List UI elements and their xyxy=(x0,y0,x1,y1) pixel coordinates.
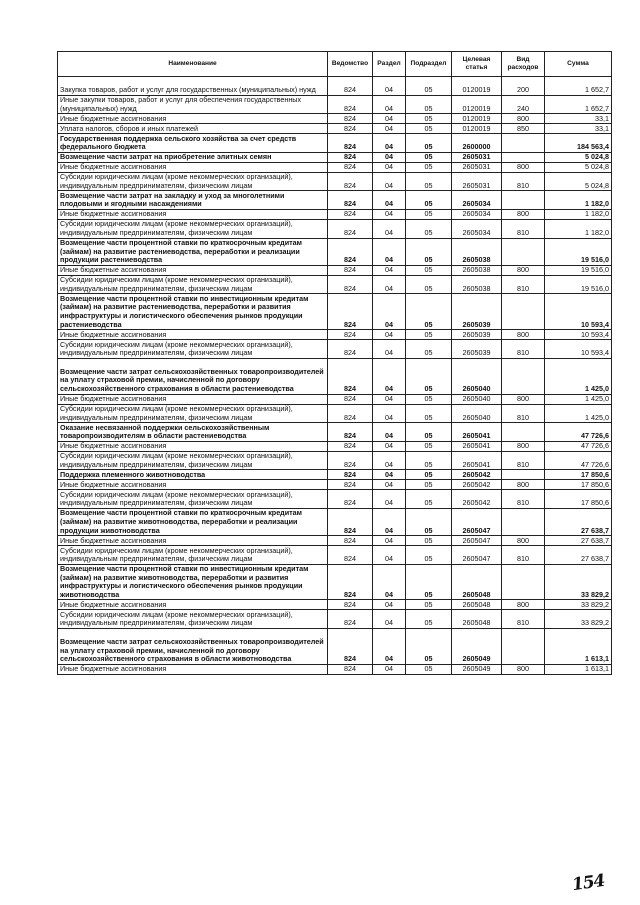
cell-subsection: 05 xyxy=(406,480,452,490)
table-row xyxy=(58,294,612,330)
cell-expense-type xyxy=(502,152,545,162)
cell-expense-type: 800 xyxy=(502,394,545,404)
cell-expense-type: 810 xyxy=(502,451,545,470)
cell-subsection: 05 xyxy=(406,191,452,210)
cell-name: Иные бюджетные ассигнования xyxy=(58,394,328,404)
table-row xyxy=(58,124,612,134)
cell-name: Возмещение части затрат на закладку и уход за многолетними плодовыми и ягодными насаждениями xyxy=(58,191,328,210)
cell-expense-type: 800 xyxy=(502,114,545,124)
cell-subsection: 05 xyxy=(406,664,452,674)
cell-subsection: 05 xyxy=(406,265,452,275)
cell-amount: 10 593,4 xyxy=(545,294,612,330)
cell-department: 824 xyxy=(328,508,373,535)
cell-section: 04 xyxy=(373,664,406,674)
cell-section: 04 xyxy=(373,265,406,275)
budget-table xyxy=(57,51,612,675)
cell-target-item: 2605034 xyxy=(452,219,502,238)
table-row xyxy=(58,330,612,340)
cell-subsection: 05 xyxy=(406,490,452,509)
cell-target-item: 2605031 xyxy=(452,152,502,162)
cell-expense-type: 810 xyxy=(502,340,545,359)
cell-amount: 1 182,0 xyxy=(545,219,612,238)
table-row xyxy=(58,219,612,238)
cell-department: 824 xyxy=(328,441,373,451)
cell-department: 824 xyxy=(328,664,373,674)
cell-amount: 17 850,6 xyxy=(545,490,612,509)
cell-target-item: 2605047 xyxy=(452,508,502,535)
cell-department: 824 xyxy=(328,358,373,394)
table-row xyxy=(58,77,612,96)
table-row xyxy=(58,394,612,404)
cell-department: 824 xyxy=(328,134,373,153)
cell-subsection: 05 xyxy=(406,394,452,404)
cell-name: Иные бюджетные ассигнования xyxy=(58,209,328,219)
cell-target-item: 2605042 xyxy=(452,470,502,480)
cell-section: 04 xyxy=(373,404,406,423)
cell-amount: 19 516,0 xyxy=(545,238,612,265)
cell-department: 824 xyxy=(328,330,373,340)
cell-target-item: 2605049 xyxy=(452,664,502,674)
cell-subsection: 05 xyxy=(406,564,452,600)
cell-subsection: 05 xyxy=(406,340,452,359)
cell-amount: 1 425,0 xyxy=(545,358,612,394)
cell-subsection: 05 xyxy=(406,546,452,565)
table-body xyxy=(58,77,612,675)
cell-expense-type xyxy=(502,134,545,153)
cell-section: 04 xyxy=(373,564,406,600)
table-row xyxy=(58,423,612,442)
cell-amount: 19 516,0 xyxy=(545,265,612,275)
cell-amount: 1 652,7 xyxy=(545,95,612,114)
cell-expense-type: 810 xyxy=(502,275,545,294)
cell-section: 04 xyxy=(373,394,406,404)
cell-subsection: 05 xyxy=(406,600,452,610)
header-department: Ведомство xyxy=(328,52,373,77)
cell-section: 04 xyxy=(373,219,406,238)
cell-name: Иные бюджетные ассигнования xyxy=(58,600,328,610)
cell-expense-type: 810 xyxy=(502,172,545,191)
cell-amount: 10 593,4 xyxy=(545,330,612,340)
cell-amount: 19 516,0 xyxy=(545,275,612,294)
header-amount: Сумма xyxy=(545,52,612,77)
cell-subsection: 05 xyxy=(406,423,452,442)
table-row xyxy=(58,209,612,219)
cell-subsection: 05 xyxy=(406,470,452,480)
cell-name: Субсидии юридическим лицам (кроме некоммерческих организаций), индивидуальным предпринимателям, физическим лицам xyxy=(58,546,328,565)
cell-name: Субсидии юридическим лицам (кроме некоммерческих организаций), индивидуальным предпринимателям, физическим лицам xyxy=(58,610,328,629)
cell-name: Иные бюджетные ассигнования xyxy=(58,114,328,124)
table-row xyxy=(58,238,612,265)
cell-name: Возмещение части процентной ставки по краткосрочным кредитам (займам) на развитие растениеводства, переработки и реализации продукции растениеводства xyxy=(58,238,328,265)
table-row xyxy=(58,441,612,451)
cell-target-item: 2605041 xyxy=(452,423,502,442)
cell-name: Иные бюджетные ассигнования xyxy=(58,480,328,490)
cell-subsection: 05 xyxy=(406,219,452,238)
cell-amount: 33 829,2 xyxy=(545,564,612,600)
cell-name: Субсидии юридическим лицам (кроме некоммерческих организаций), индивидуальным предпринимателям, физическим лицам xyxy=(58,275,328,294)
cell-amount: 184 563,4 xyxy=(545,134,612,153)
table-row xyxy=(58,508,612,535)
cell-section: 04 xyxy=(373,330,406,340)
cell-subsection: 05 xyxy=(406,162,452,172)
cell-amount: 1 182,0 xyxy=(545,209,612,219)
cell-department: 824 xyxy=(328,490,373,509)
cell-department: 824 xyxy=(328,77,373,96)
cell-target-item: 2605040 xyxy=(452,404,502,423)
cell-name: Субсидии юридическим лицам (кроме некоммерческих организаций), индивидуальным предпринимателям, физическим лицам xyxy=(58,404,328,423)
cell-department: 824 xyxy=(328,470,373,480)
cell-section: 04 xyxy=(373,191,406,210)
cell-name: Иные закупки товаров, работ и услуг для обеспечения государственных (муниципальных) нужд xyxy=(58,95,328,114)
cell-subsection: 05 xyxy=(406,275,452,294)
cell-expense-type: 800 xyxy=(502,162,545,172)
table-row xyxy=(58,340,612,359)
cell-subsection: 05 xyxy=(406,114,452,124)
cell-name: Уплата налогов, сборов и иных платежей xyxy=(58,124,328,134)
cell-section: 04 xyxy=(373,536,406,546)
cell-department: 824 xyxy=(328,394,373,404)
cell-target-item: 2605041 xyxy=(452,441,502,451)
cell-target-item: 2605038 xyxy=(452,238,502,265)
cell-target-item: 0120019 xyxy=(452,124,502,134)
cell-amount: 1 182,0 xyxy=(545,191,612,210)
table-row xyxy=(58,134,612,153)
cell-subsection: 05 xyxy=(406,134,452,153)
cell-section: 04 xyxy=(373,77,406,96)
cell-name: Субсидии юридическим лицам (кроме некоммерческих организаций), индивидуальным предпринимателям, физическим лицам xyxy=(58,451,328,470)
cell-name: Иные бюджетные ассигнования xyxy=(58,441,328,451)
cell-department: 824 xyxy=(328,564,373,600)
cell-amount: 10 593,4 xyxy=(545,340,612,359)
table-row xyxy=(58,275,612,294)
cell-expense-type xyxy=(502,470,545,480)
table-row xyxy=(58,95,612,114)
cell-name: Иные бюджетные ассигнования xyxy=(58,330,328,340)
cell-expense-type: 810 xyxy=(502,219,545,238)
cell-target-item: 0120019 xyxy=(452,114,502,124)
cell-section: 04 xyxy=(373,134,406,153)
cell-expense-type: 800 xyxy=(502,480,545,490)
cell-department: 824 xyxy=(328,546,373,565)
cell-section: 04 xyxy=(373,441,406,451)
cell-amount: 33,1 xyxy=(545,124,612,134)
cell-target-item: 2605048 xyxy=(452,564,502,600)
cell-target-item: 2605040 xyxy=(452,358,502,394)
cell-expense-type: 800 xyxy=(502,265,545,275)
cell-expense-type xyxy=(502,238,545,265)
cell-amount: 5 024,8 xyxy=(545,162,612,172)
cell-expense-type: 810 xyxy=(502,490,545,509)
cell-expense-type: 810 xyxy=(502,546,545,565)
cell-expense-type: 240 xyxy=(502,95,545,114)
cell-department: 824 xyxy=(328,480,373,490)
cell-name: Иные бюджетные ассигнования xyxy=(58,162,328,172)
cell-department: 824 xyxy=(328,124,373,134)
cell-amount: 33 829,2 xyxy=(545,600,612,610)
cell-section: 04 xyxy=(373,508,406,535)
cell-subsection: 05 xyxy=(406,77,452,96)
cell-target-item: 2605042 xyxy=(452,490,502,509)
cell-name: Поддержка племенного животноводства xyxy=(58,470,328,480)
cell-department: 824 xyxy=(328,536,373,546)
cell-subsection: 05 xyxy=(406,124,452,134)
cell-amount: 27 638,7 xyxy=(545,536,612,546)
cell-section: 04 xyxy=(373,451,406,470)
cell-department: 824 xyxy=(328,114,373,124)
page-number: 154 xyxy=(570,870,606,896)
cell-department: 824 xyxy=(328,95,373,114)
cell-subsection: 05 xyxy=(406,358,452,394)
cell-expense-type xyxy=(502,564,545,600)
cell-section: 04 xyxy=(373,480,406,490)
cell-name: Государственная поддержка сельского хозяйства за счет средств федерального бюджета xyxy=(58,134,328,153)
cell-section: 04 xyxy=(373,423,406,442)
cell-section: 04 xyxy=(373,600,406,610)
cell-target-item: 2605048 xyxy=(452,610,502,629)
cell-subsection: 05 xyxy=(406,508,452,535)
table-row xyxy=(58,600,612,610)
cell-department: 824 xyxy=(328,172,373,191)
header-name: Наименование xyxy=(58,52,328,77)
table-row xyxy=(58,536,612,546)
cell-department: 824 xyxy=(328,265,373,275)
table-row xyxy=(58,564,612,600)
cell-expense-type: 200 xyxy=(502,77,545,96)
table-row xyxy=(58,451,612,470)
cell-section: 04 xyxy=(373,172,406,191)
cell-name: Закупка товаров, работ и услуг для государственных (муниципальных) нужд xyxy=(58,77,328,96)
cell-target-item: 2605038 xyxy=(452,275,502,294)
cell-expense-type: 800 xyxy=(502,209,545,219)
table-row xyxy=(58,470,612,480)
cell-amount: 47 726,6 xyxy=(545,423,612,442)
cell-section: 04 xyxy=(373,610,406,629)
cell-target-item: 2605038 xyxy=(452,265,502,275)
cell-amount: 27 638,7 xyxy=(545,508,612,535)
cell-name: Субсидии юридическим лицам (кроме некоммерческих организаций), индивидуальным предпринимателям, физическим лицам xyxy=(58,172,328,191)
cell-section: 04 xyxy=(373,294,406,330)
cell-expense-type: 800 xyxy=(502,441,545,451)
table-row xyxy=(58,114,612,124)
cell-subsection: 05 xyxy=(406,441,452,451)
cell-target-item: 0120019 xyxy=(452,95,502,114)
cell-amount: 47 726,6 xyxy=(545,451,612,470)
cell-amount: 1 613,1 xyxy=(545,664,612,674)
cell-name: Иные бюджетные ассигнования xyxy=(58,536,328,546)
cell-name: Возмещение части затрат на приобретение элитных семян xyxy=(58,152,328,162)
cell-subsection: 05 xyxy=(406,610,452,629)
cell-subsection: 05 xyxy=(406,404,452,423)
cell-target-item: 2600000 xyxy=(452,134,502,153)
cell-amount: 1 425,0 xyxy=(545,404,612,423)
header-row xyxy=(58,52,612,77)
cell-expense-type xyxy=(502,294,545,330)
cell-department: 824 xyxy=(328,275,373,294)
header-section: Раздел xyxy=(373,52,406,77)
cell-target-item: 2605047 xyxy=(452,536,502,546)
cell-name: Иные бюджетные ассигнования xyxy=(58,265,328,275)
cell-expense-type: 800 xyxy=(502,536,545,546)
cell-section: 04 xyxy=(373,152,406,162)
cell-amount: 33 829,2 xyxy=(545,610,612,629)
header-expense-type: Вид расходов xyxy=(502,52,545,77)
table-row xyxy=(58,162,612,172)
cell-expense-type: 810 xyxy=(502,404,545,423)
cell-section: 04 xyxy=(373,114,406,124)
table-row xyxy=(58,172,612,191)
header-subsection: Подраздел xyxy=(406,52,452,77)
cell-amount: 17 850,6 xyxy=(545,480,612,490)
table-row xyxy=(58,610,612,629)
cell-target-item: 2605031 xyxy=(452,162,502,172)
cell-target-item: 2605039 xyxy=(452,340,502,359)
cell-target-item: 2605040 xyxy=(452,394,502,404)
cell-target-item: 2605049 xyxy=(452,629,502,665)
cell-target-item: 2605041 xyxy=(452,451,502,470)
cell-target-item: 2605048 xyxy=(452,600,502,610)
cell-department: 824 xyxy=(328,610,373,629)
cell-department: 824 xyxy=(328,152,373,162)
cell-department: 824 xyxy=(328,162,373,172)
cell-target-item: 0120019 xyxy=(452,77,502,96)
header-target-item: Целевая статья xyxy=(452,52,502,77)
cell-amount: 5 024,8 xyxy=(545,172,612,191)
cell-expense-type: 800 xyxy=(502,664,545,674)
cell-name: Возмещение части затрат сельскохозяйственных товаропроизводителей на уплату страховой премии, начисленной по договору сельскохозяйственного страхования в области растениеводства xyxy=(58,358,328,394)
cell-expense-type: 800 xyxy=(502,330,545,340)
cell-subsection: 05 xyxy=(406,629,452,665)
cell-target-item: 2605034 xyxy=(452,191,502,210)
cell-section: 04 xyxy=(373,629,406,665)
cell-target-item: 2605039 xyxy=(452,294,502,330)
cell-name: Возмещение части процентной ставки по инвестиционным кредитам (займам) на развитие растениеводства, переработки и развития инфраструктуры и логистического обеспечения рынков продукции растениеводства xyxy=(58,294,328,330)
cell-expense-type xyxy=(502,508,545,535)
cell-section: 04 xyxy=(373,546,406,565)
cell-subsection: 05 xyxy=(406,152,452,162)
cell-amount: 1 425,0 xyxy=(545,394,612,404)
cell-expense-type xyxy=(502,191,545,210)
cell-expense-type xyxy=(502,358,545,394)
cell-name: Возмещение части затрат сельскохозяйственных товаропроизводителей на уплату страховой премии, начисленной по договору сельскохозяйственного страхования в области животноводства xyxy=(58,629,328,665)
cell-department: 824 xyxy=(328,238,373,265)
cell-section: 04 xyxy=(373,124,406,134)
cell-section: 04 xyxy=(373,358,406,394)
cell-subsection: 05 xyxy=(406,330,452,340)
cell-amount: 27 638,7 xyxy=(545,546,612,565)
cell-department: 824 xyxy=(328,451,373,470)
cell-target-item: 2605042 xyxy=(452,480,502,490)
cell-expense-type: 800 xyxy=(502,600,545,610)
cell-expense-type: 810 xyxy=(502,610,545,629)
cell-department: 824 xyxy=(328,404,373,423)
cell-department: 824 xyxy=(328,294,373,330)
cell-target-item: 2605047 xyxy=(452,546,502,565)
cell-expense-type xyxy=(502,629,545,665)
cell-amount: 1 652,7 xyxy=(545,77,612,96)
cell-department: 824 xyxy=(328,191,373,210)
cell-department: 824 xyxy=(328,423,373,442)
cell-amount: 47 726,6 xyxy=(545,441,612,451)
cell-department: 824 xyxy=(328,219,373,238)
cell-subsection: 05 xyxy=(406,294,452,330)
cell-section: 04 xyxy=(373,209,406,219)
cell-section: 04 xyxy=(373,340,406,359)
cell-amount: 33,1 xyxy=(545,114,612,124)
cell-section: 04 xyxy=(373,162,406,172)
cell-department: 824 xyxy=(328,629,373,665)
cell-target-item: 2605039 xyxy=(452,330,502,340)
cell-name: Возмещение части процентной ставки по краткосрочным кредитам (займам) на развитие животноводства, переработки и реализации продукции животноводства xyxy=(58,508,328,535)
cell-department: 824 xyxy=(328,340,373,359)
table-row xyxy=(58,191,612,210)
cell-section: 04 xyxy=(373,470,406,480)
table-row xyxy=(58,358,612,394)
cell-name: Субсидии юридическим лицам (кроме некоммерческих организаций), индивидуальным предпринимателям, физическим лицам xyxy=(58,340,328,359)
cell-section: 04 xyxy=(373,238,406,265)
cell-subsection: 05 xyxy=(406,536,452,546)
cell-subsection: 05 xyxy=(406,172,452,191)
cell-subsection: 05 xyxy=(406,95,452,114)
cell-amount: 5 024,8 xyxy=(545,152,612,162)
table-row xyxy=(58,480,612,490)
cell-expense-type xyxy=(502,423,545,442)
cell-section: 04 xyxy=(373,275,406,294)
cell-amount: 17 850,6 xyxy=(545,470,612,480)
cell-name: Субсидии юридическим лицам (кроме некоммерческих организаций), индивидуальным предпринимателям, физическим лицам xyxy=(58,219,328,238)
table-row xyxy=(58,490,612,509)
cell-expense-type: 850 xyxy=(502,124,545,134)
table-row xyxy=(58,629,612,665)
cell-name: Субсидии юридическим лицам (кроме некоммерческих организаций), индивидуальным предпринимателям, физическим лицам xyxy=(58,490,328,509)
cell-subsection: 05 xyxy=(406,209,452,219)
cell-section: 04 xyxy=(373,490,406,509)
cell-department: 824 xyxy=(328,209,373,219)
cell-subsection: 05 xyxy=(406,238,452,265)
cell-name: Возмещение части процентной ставки по инвестиционным кредитам (займам) на развитие животноводства, переработки и развития инфраструктуры и логистического обеспечения рынков продукции животноводства xyxy=(58,564,328,600)
cell-target-item: 2605034 xyxy=(452,209,502,219)
table-row xyxy=(58,265,612,275)
cell-section: 04 xyxy=(373,95,406,114)
table-row xyxy=(58,404,612,423)
cell-amount: 1 613,1 xyxy=(545,629,612,665)
cell-name: Оказание несвязанной поддержки сельскохозяйственным товаропроизводителям в области растениеводства xyxy=(58,423,328,442)
cell-department: 824 xyxy=(328,600,373,610)
cell-target-item: 2605031 xyxy=(452,172,502,191)
cell-subsection: 05 xyxy=(406,451,452,470)
table-row xyxy=(58,664,612,674)
cell-name: Иные бюджетные ассигнования xyxy=(58,664,328,674)
table-row xyxy=(58,152,612,162)
table-row xyxy=(58,546,612,565)
